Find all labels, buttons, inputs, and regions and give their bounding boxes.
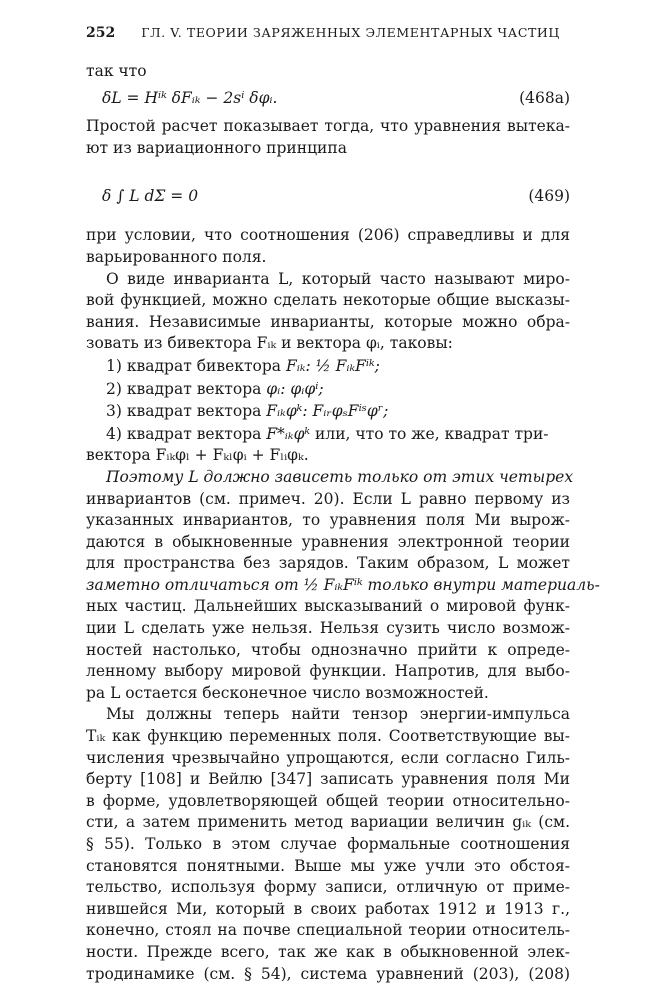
list-item-math: Fᵢₖ: ½ FᵢₖFⁱᵏ;: [285, 356, 380, 375]
text-line: О виде инварианта L, который часто называют миро-: [106, 269, 570, 288]
paragraph-5: [86, 704, 570, 985]
text-line: вой функцией, можно сделать некоторые общие высказы-: [86, 291, 570, 310]
text-line: заметно отличаться от ½ FᵢₖFⁱᵏ только внутри материаль-: [86, 575, 600, 594]
paragraph-2: [86, 225, 570, 268]
text-line: § 55). Только в этом случае формальные соотношения: [86, 835, 570, 853]
list-item-text: 4) квадрат вектора: [106, 424, 267, 443]
list-item-math: F*ᵢₖφᵏ: [266, 424, 311, 443]
text-line: тродинамике (см. § 54), система уравнений (203), (208): [86, 964, 570, 983]
text-line: даются в обыкновенные уравнения электронной теории: [86, 532, 570, 551]
list-item: [86, 424, 570, 446]
running-header: [86, 22, 570, 45]
text-line: при условии, что соотношения (206) справедливы и для: [86, 226, 570, 245]
equation-formula: δ ∫ L dΣ = 0: [102, 186, 199, 205]
list-item: [86, 379, 570, 401]
paragraph-1: [86, 116, 570, 159]
text-line: ности. Прежде всего, так же как в обыкновенной элек-: [86, 942, 570, 961]
invariants-list: [86, 356, 570, 467]
list-item: [86, 401, 570, 423]
running-title: ГЛ. V. ТЕОРИИ ЗАРЯЖЕННЫХ ЭЛЕМЕНТАРНЫХ ЧАСТИЦ: [141, 25, 560, 40]
text-line: ции L сделать уже нельзя. Нельзя сузить число возмож-: [86, 619, 570, 638]
text-line: ют из вариационного принципа: [86, 138, 347, 157]
text-line: в форме, удовлетворяющей общей теории относительно-: [86, 791, 570, 810]
list-item-text: 2) квадрат вектора: [106, 379, 267, 398]
text-line: Мы должны теперь найти тензор энергии-импульса: [106, 705, 570, 724]
list-item-text: 3) квадрат вектора: [106, 402, 267, 421]
list-item-math: Fᵢₖφᵏ: FᵢᵣφₛFⁱˢφʳ;: [266, 402, 389, 421]
text-line: Поэтому L должно зависеть только от этих четырех: [106, 467, 574, 486]
paragraph-4: [86, 467, 600, 705]
list-item: [86, 356, 570, 378]
text-line: ленному выбору мировой функции. Напротив, для выбо-: [86, 662, 570, 681]
text-line: нившейся Ми, который в своих работах 1912 и 1913 г.,: [86, 899, 570, 918]
text-line: инвариантов (см. примеч. 20). Если L равно первому из: [86, 489, 570, 508]
text-line: конечно, стоял на почве специальной теории относитель-: [86, 921, 570, 940]
list-item-text: 1) квадрат бивектора: [106, 356, 286, 375]
text-line: становятся понятными. Выше мы уже учли это обстоя-: [86, 856, 570, 875]
text-line: ных частиц. Дальнейших высказываний о мировой функ-: [86, 597, 570, 616]
list-item-tail: или, что то же, квадрат три-: [310, 424, 549, 443]
text-line: тельство, используя форму записи, отличную от приме-: [86, 878, 570, 897]
equation-formula: δL = Hⁱᵏ δFᵢₖ − 2sⁱ δφᵢ.: [102, 89, 278, 108]
intro-text: так что: [86, 61, 147, 80]
equation-469: [86, 167, 570, 225]
text-line: ностей настолько, чтобы однозначно прийти к опреде-: [86, 640, 570, 659]
page-number: 252: [86, 25, 116, 41]
equation-number: (469): [528, 186, 570, 205]
text-line: зовать из бивектора Fᵢₖ и вектора φᵢ, таковы:: [86, 334, 453, 353]
equation-number: (468a): [519, 89, 570, 108]
list-continuation: вектора Fᵢₖφₗ + Fₖₗφᵢ + Fₗᵢφₖ.: [86, 446, 309, 465]
text-line: вания. Независимые инварианты, которые можно обра-: [86, 312, 570, 331]
text-line: сти, а затем применить метод вариации величин gᵢₖ (см.: [86, 813, 570, 832]
equation-468a: [86, 82, 570, 116]
text-line: ра L остается бесконечное число возможностей.: [86, 683, 489, 702]
list-item-math: φᵢ: φᵢφⁱ;: [266, 379, 324, 398]
text-line: указанных инвариантов, то уравнения поля Ми вырож-: [86, 511, 570, 530]
text-line: варьированного поля.: [86, 247, 267, 266]
text-line: для пространства без зарядов. Таким образом, L может: [86, 554, 570, 573]
paragraph-3: [86, 269, 570, 355]
text-line: берту [108] и Вейлю [347] записать уравнения поля Ми: [86, 770, 570, 789]
text-line: числения чрезвычайно упрощаются, если согласно Гиль-: [86, 748, 570, 767]
text-line: Tᵢₖ как функцию переменных поля. Соответствующие вы-: [86, 727, 570, 746]
text-line: Простой расчет показывает тогда, что уравнения вытека-: [86, 117, 570, 136]
